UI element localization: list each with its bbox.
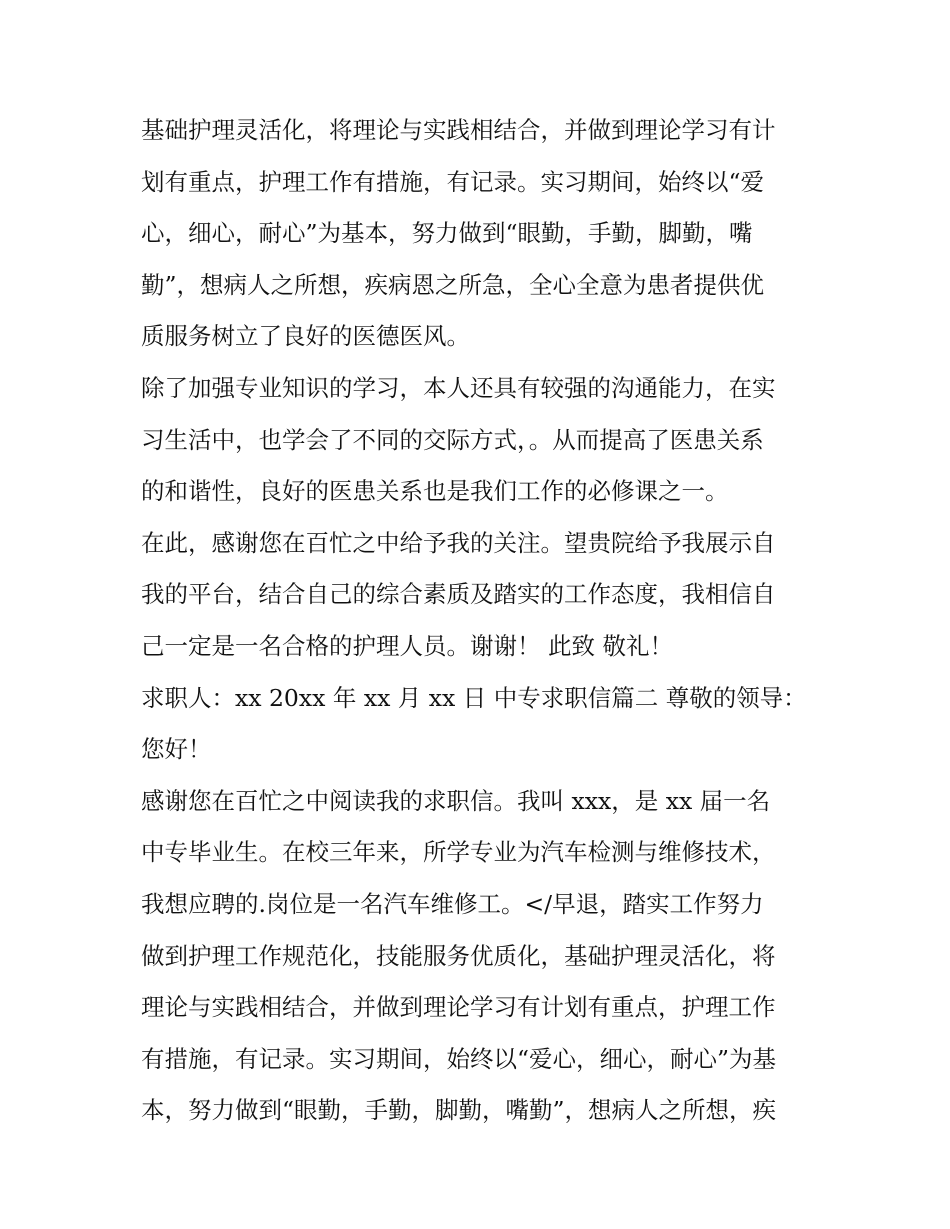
text-line: 己一定是一名合格的护理人员。谢谢！ 此致 敬礼！ [141,631,673,660]
text-line: 中专毕业生。在校三年来，所学专业为汽车检测与维修技术， [141,838,776,867]
text-line: 做到护理工作规范化，技能服务优质化，基础护理灵活化，将 [141,941,776,970]
text-line: 心，细心，耐心”为基本，努力做到“眼勤，手勤，脚勤，嘴 [141,219,753,248]
text-line: 本，努力做到“眼勤，手勤，脚勤，嘴勤”，想病人之所想，疾 [141,1096,777,1125]
text-line: 我的平台，结合自己的综合素质及踏实的工作态度，我相信自 [141,580,776,609]
text-line: 感谢您在百忙之中阅读我的求职信。我叫 xxx，是 xx 届一名 [141,786,771,815]
text-line: 理论与实践相结合，并做到理论学习有计划有重点，护理工作 [141,993,776,1022]
document-body [141,110,821,1142]
text-line: 求职人：xx 20xx 年 xx 月 xx 日 中专求职信篇二 尊敬的领导： [141,683,807,712]
text-line: 勤”，想病人之所想，疾病恩之所急，全心全意为患者提供优 [141,270,765,299]
text-line: 有措施，有记录。实习期间，始终以“爱心，细心，耐心”为基 [141,1044,777,1073]
text-line: 划有重点，护理工作有措施，有记录。实习期间，始终以“爱 [141,167,765,196]
text-line: 的和谐性，良好的医患关系也是我们工作的必修课之一。 [141,477,729,506]
text-line: 除了加强专业知识的学习，本人还具有较强的沟通能力，在实 [141,373,776,402]
text-line: 质服务树立了良好的医德医风。 [141,322,470,351]
text-line: 基础护理灵活化，将理论与实践相结合，并做到理论学习有计 [141,116,776,144]
text-line: 您好！ [141,735,212,764]
text-line: 习生活中，也学会了不同的交际方式，。从而提高了医患关系 [141,425,764,454]
text-line: 我想应聘的.岗位是一名汽车维修工。</早退，踏实工作努力 [141,889,764,918]
text-line: 在此，感谢您在百忙之中给予我的关注。望贵院给予我展示自 [141,528,776,557]
